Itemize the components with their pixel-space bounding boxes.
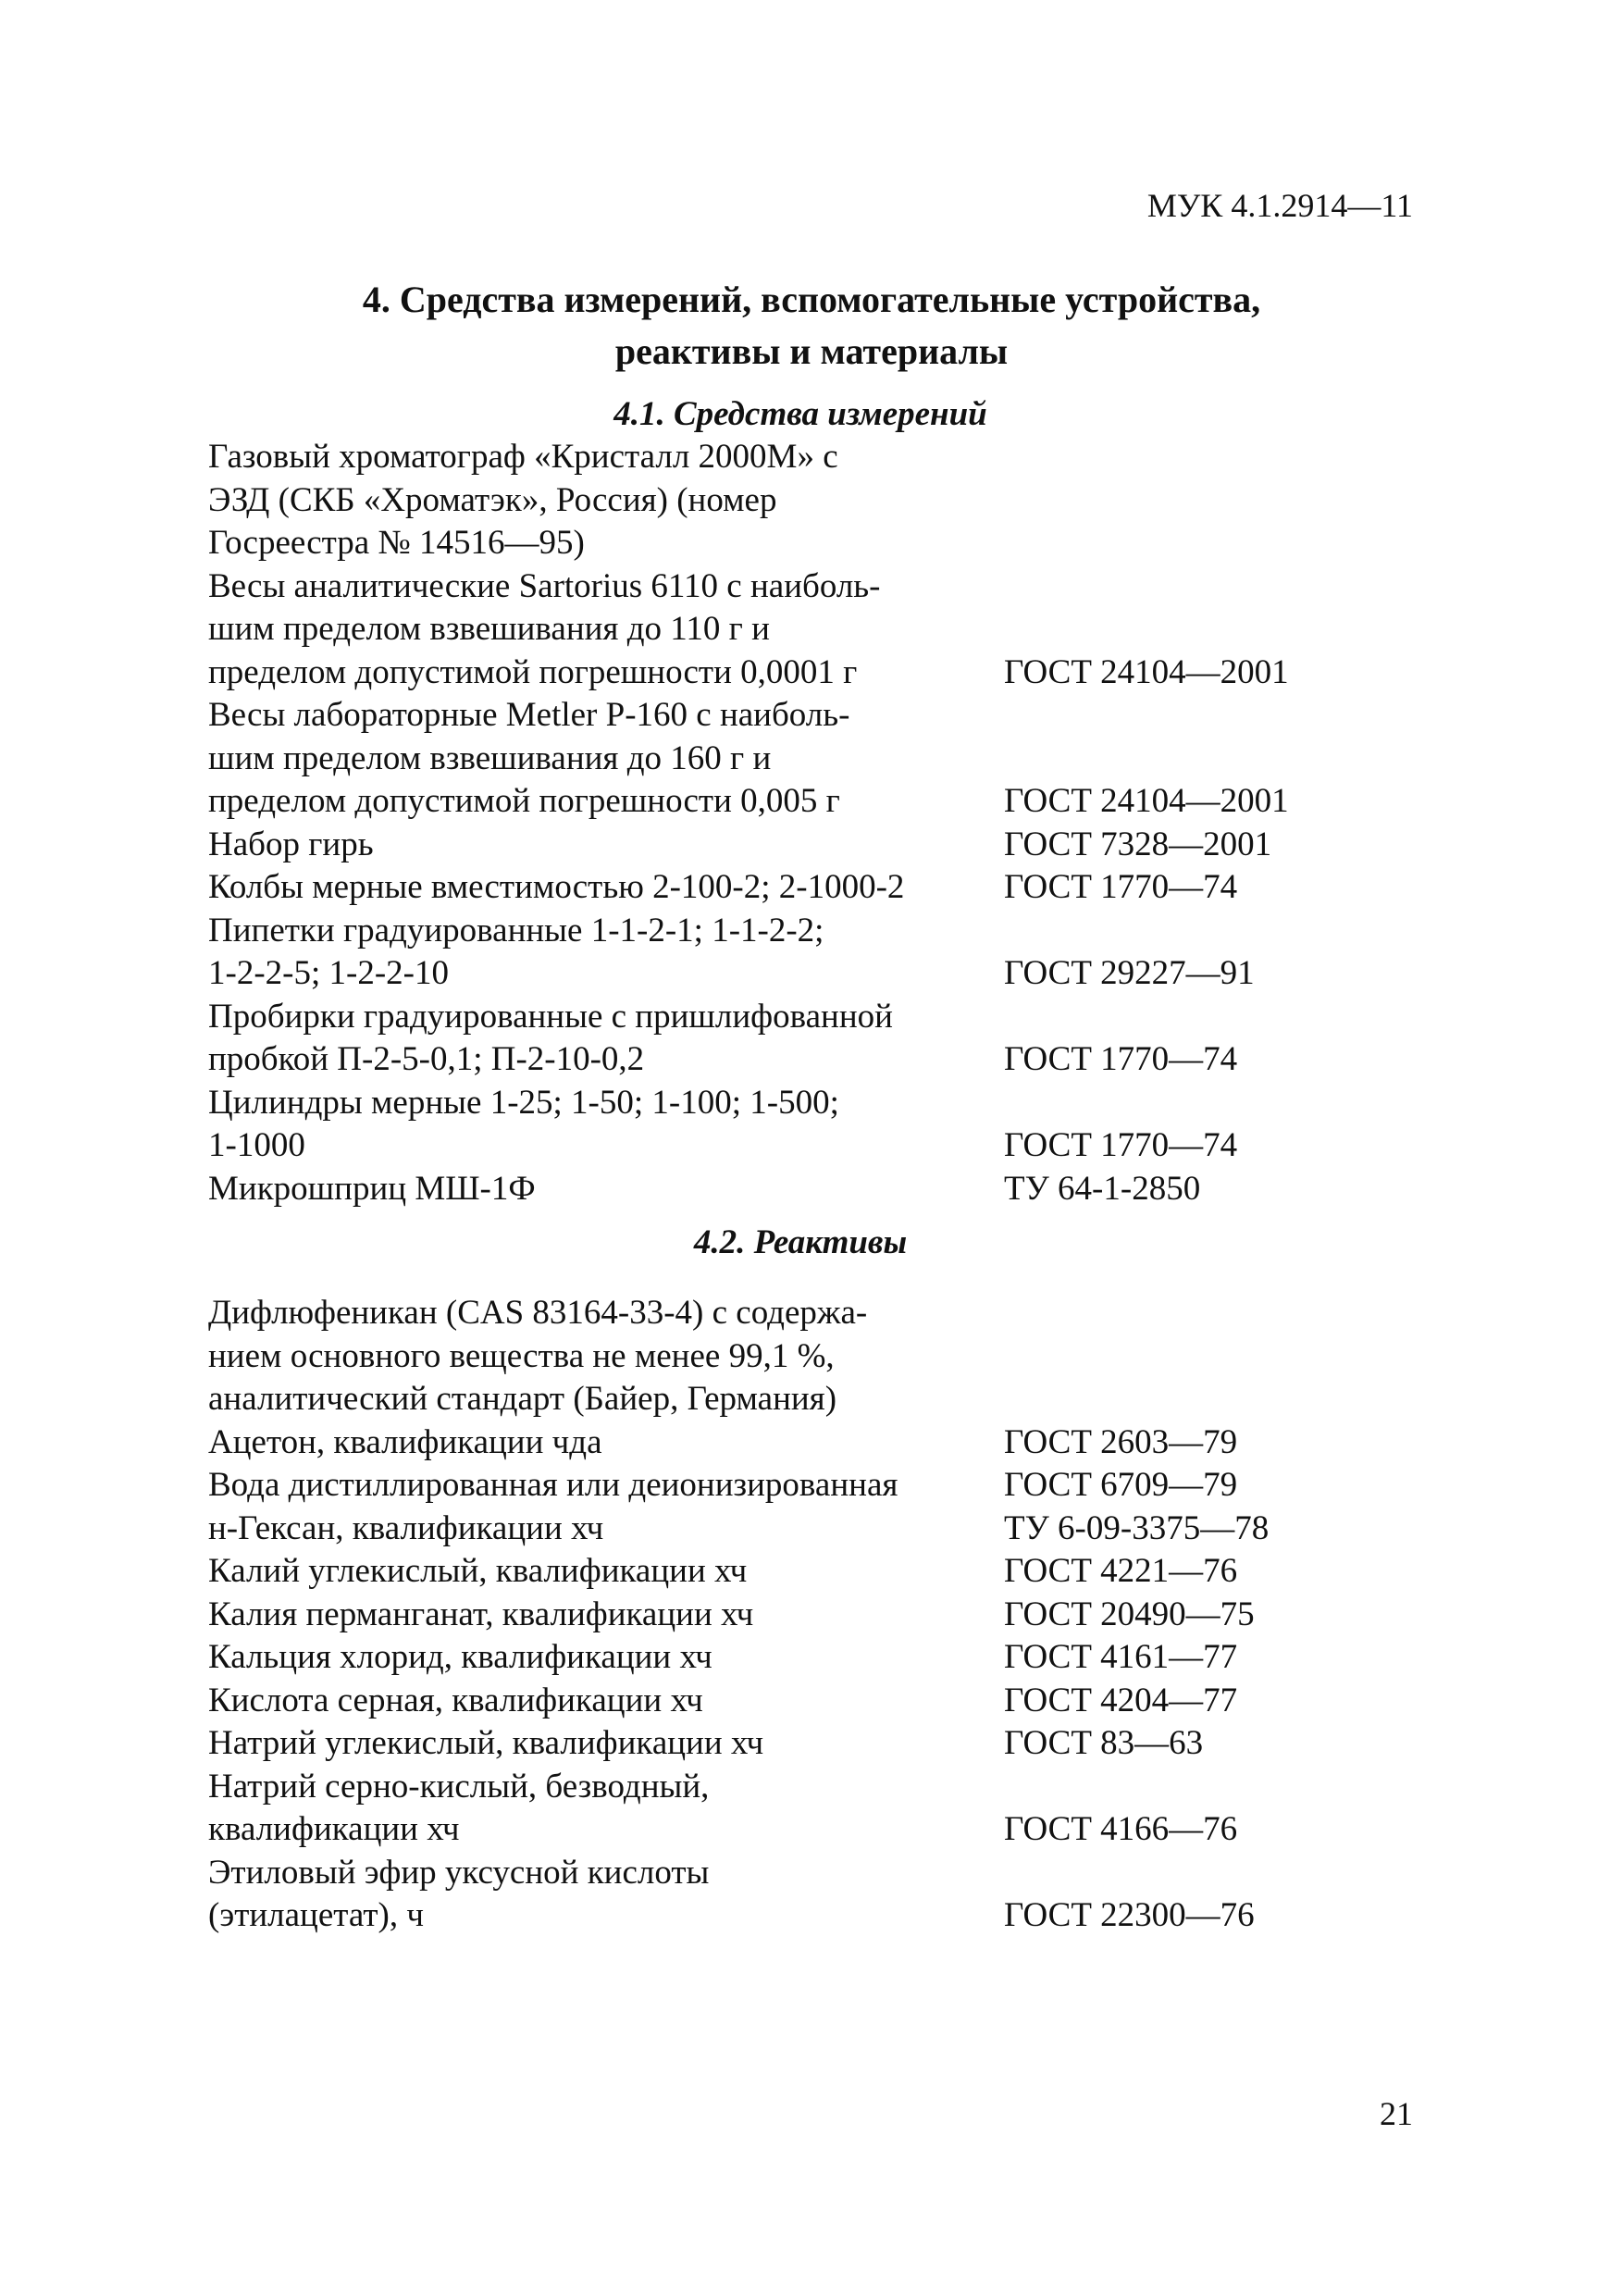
item-standard: ГОСТ 4161—77 [1004,1638,1238,1676]
list-item [208,1722,1411,1766]
list-item [208,866,1411,910]
item-name: н-Гексан, квалификации хч [208,1508,604,1547]
subsection-title-reagents: 4.2. Реактивы [693,1223,908,1261]
item-standard: ГОСТ 4221—76 [1004,1552,1238,1590]
reagents-list [208,1292,1411,1938]
list-item [208,1680,1411,1723]
list-item [208,1464,1411,1508]
section-content [208,393,1411,1938]
list-item [208,1766,1411,1852]
list-item [208,694,1411,824]
list-item [208,436,1411,565]
item-name: Кальция хлорид, квалификации хч [208,1638,712,1676]
list-item [208,1082,1411,1168]
item-name: Калия перманганат, квалификации хч [208,1595,754,1633]
item-standard: ГОСТ 24104—2001 [1004,782,1289,820]
item-name: Набор гирь [208,825,374,863]
item-name: Натрий серно-кислый, безводный, квалификации хч [208,1767,710,1848]
item-name: Колбы мерные вместимостью 2-100-2; 2-1000-2 [208,868,905,906]
item-standard: ТУ 64-1-2850 [1004,1169,1201,1208]
item-standard: ГОСТ 24104—2001 [1004,652,1289,691]
item-standard: ГОСТ 4204—77 [1004,1681,1238,1719]
item-name: Пипетки градуированные 1-1-2-1; 1-1-2-2; 1-2-2-5; 1-2-2-10 [208,911,824,992]
section-title [148,274,1475,378]
document-code-header: МУК 4.1.2914—11 [1146,187,1413,224]
item-standard: ТУ 6-09-3375—78 [1004,1508,1270,1547]
item-standard: ГОСТ 20490—75 [1004,1595,1255,1633]
item-standard: ГОСТ 4166—76 [1004,1810,1238,1848]
item-standard: ГОСТ 2603—79 [1004,1422,1238,1461]
list-item [208,1852,1411,1938]
item-name: Вода дистиллированная или деионизированная [208,1466,898,1504]
list-item [208,996,1411,1082]
list-item [208,1421,1411,1465]
item-standard: ГОСТ 29227—91 [1004,954,1255,992]
item-name: Калий углекислый, квалификации хч [208,1552,748,1590]
item-name: Кислота серная, квалификации хч [208,1681,703,1719]
item-standard: ГОСТ 6709—79 [1004,1466,1238,1504]
list-item [208,1636,1411,1680]
item-standard: ГОСТ 1770—74 [1004,1040,1238,1078]
item-name: Этиловый эфир уксусной кислоты (этилацетат), ч [208,1853,710,1934]
section-title-line-2: реактивы и материалы [614,330,1009,372]
item-name: Натрий углекислый, квалификации хч [208,1724,764,1762]
section-title-line-1: 4. Средства измерений, вспомогательные устройства, [362,279,1261,320]
list-item [208,1550,1411,1594]
item-standard: ГОСТ 83—63 [1004,1724,1204,1762]
item-name: Пробирки градуированные с пришлифованной пробкой П-2-5-0,1; П-2-10-0,2 [208,997,893,1078]
item-name: Цилиндры мерные 1-25; 1-50; 1-100; 1-500; 1-1000 [208,1083,839,1164]
item-standard: ГОСТ 7328—2001 [1004,825,1272,863]
item-standard: ГОСТ 1770—74 [1004,1126,1238,1164]
item-standard: ГОСТ 22300—76 [1004,1896,1255,1934]
list-item [208,910,1411,996]
list-item [208,1508,1411,1551]
item-name: Ацетон, квалификации чда [208,1422,602,1461]
item-name: Газовый хроматограф «Кристалл 2000М» с ЭЗД (СКБ «Хроматэк», Россия) (номер Госреестра № 14516—95) [208,438,838,562]
item-name: Весы аналитические Sartorius 6110 с наиболь- шим пределом взвешивания до 110 г и пределом допустимой погрешности 0,0001 г [208,566,881,691]
list-item [208,1594,1411,1637]
item-name: Микрошприц МШ-1Ф [208,1169,536,1208]
measuring-instruments-list [208,436,1411,1210]
subsection-title-measuring-instruments: 4.1. Средства измерений [613,395,987,433]
item-standard: ГОСТ 1770—74 [1004,868,1238,906]
list-item [208,565,1411,695]
item-name: Дифлюфеникан (CAS 83164-33-4) с содержа- нием основного вещества не менее 99,1 %, аналитический стандарт (Байер, Германия) [208,1294,868,1418]
list-item [208,1168,1411,1211]
list-item [208,824,1411,867]
list-item [208,1292,1411,1421]
page-number: 21 [1380,2095,1413,2132]
item-name: Весы лабораторные Metler P-160 с наиболь- шим пределом взвешивания до 160 г и пределом допустимой погрешности 0,005 г [208,696,850,820]
